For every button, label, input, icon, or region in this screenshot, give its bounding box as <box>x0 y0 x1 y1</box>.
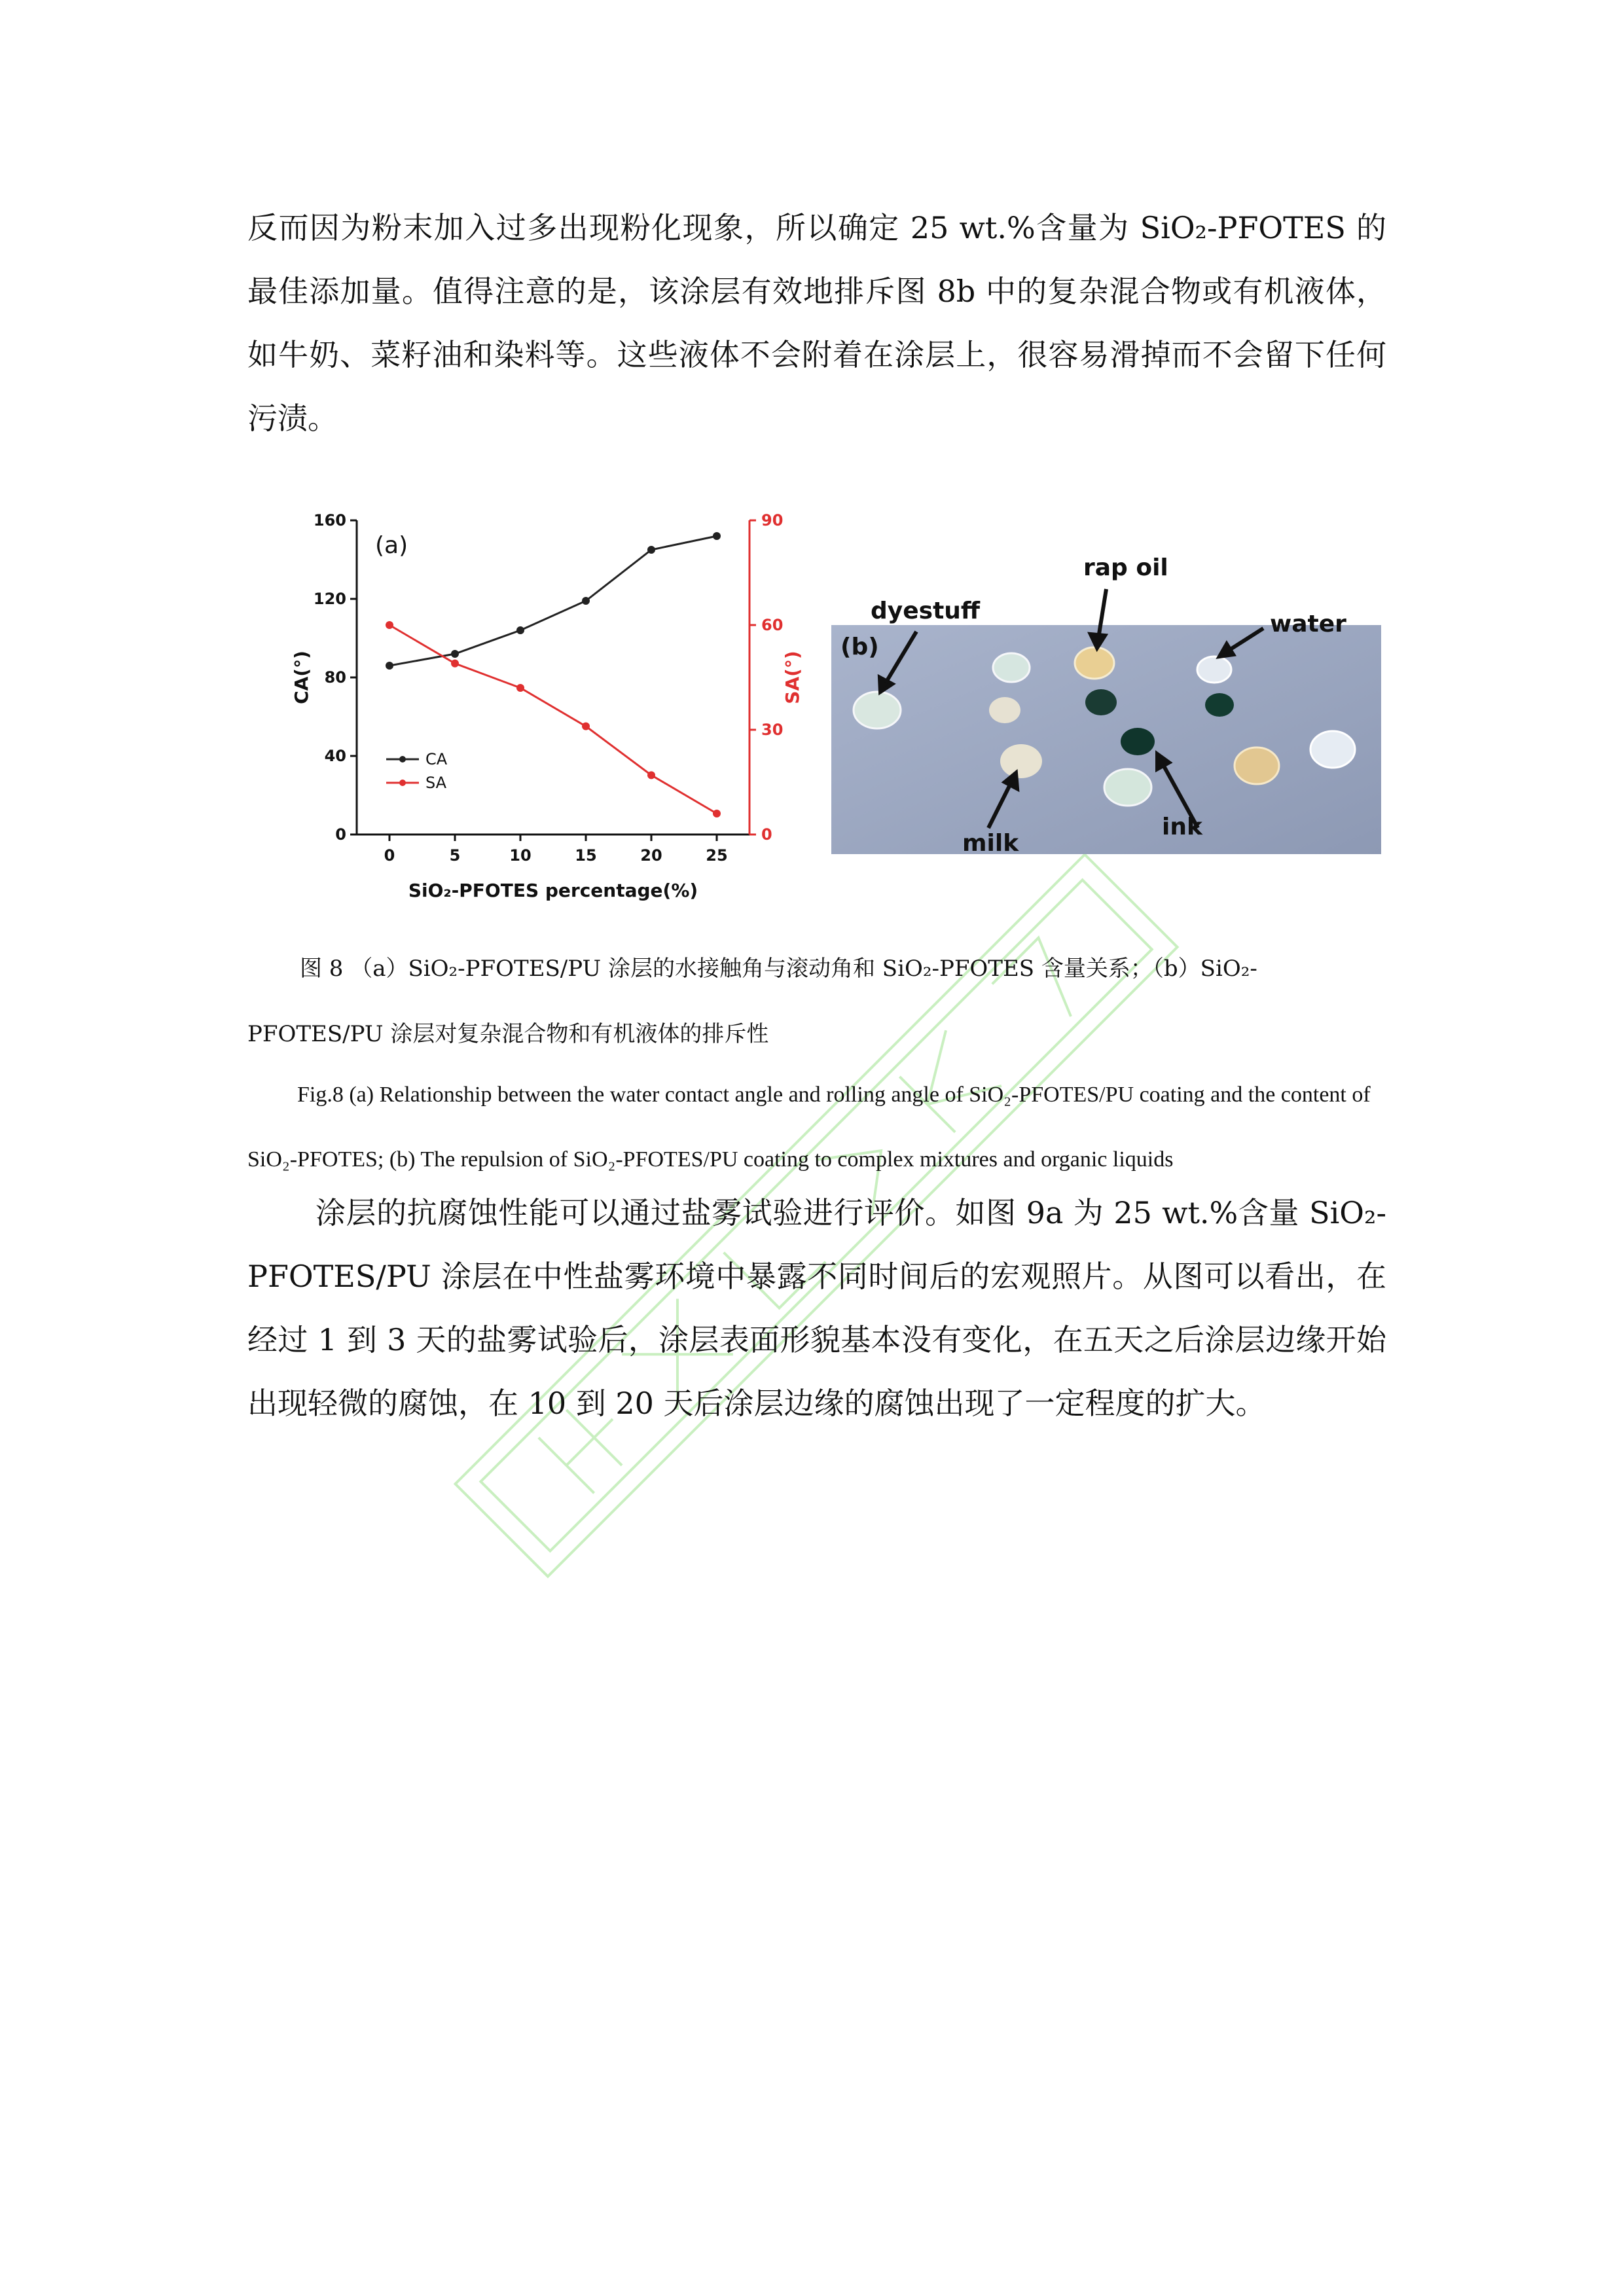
data-point-ca <box>516 626 524 634</box>
legend-label-ca: CA <box>425 750 448 768</box>
label-milk: milk <box>962 830 1019 854</box>
x-tick-label: 20 <box>640 846 662 865</box>
droplet-water <box>1197 656 1231 683</box>
chart-panel-a <box>281 484 818 903</box>
label-ink: ink <box>1162 814 1202 840</box>
data-point-sa <box>582 723 590 730</box>
droplet-clear <box>993 653 1030 682</box>
droplet-oil <box>1075 647 1114 679</box>
x-tick-label: 15 <box>575 846 597 865</box>
data-point-ca <box>647 546 655 554</box>
droplet-milk <box>1000 744 1042 778</box>
y-right-tick-label: 60 <box>761 616 784 634</box>
legend-marker-ca <box>399 756 406 762</box>
data-point-ca <box>386 662 393 670</box>
panel-a-label: (a) <box>375 532 408 559</box>
droplet-ink <box>1205 693 1234 717</box>
y-left-tick-label: 160 <box>313 511 346 529</box>
label-water: water <box>1270 611 1346 637</box>
y-axis-right-title: SA(°) <box>782 651 803 704</box>
y-right-tick-label: 0 <box>761 825 772 844</box>
y-left-tick-label: 0 <box>335 825 346 844</box>
legend-marker-sa <box>399 780 406 786</box>
data-point-sa <box>386 621 393 629</box>
data-point-ca <box>713 532 721 540</box>
label-rap-oil: rap oil <box>1083 554 1168 581</box>
droplet-clear <box>1104 769 1151 806</box>
label-dyestuff: dyestuff <box>871 598 981 624</box>
legend-label-sa: SA <box>425 774 447 792</box>
droplet-ink <box>1085 689 1117 715</box>
panel-b-label: (b) <box>840 634 879 660</box>
y-left-tick-label: 120 <box>313 590 346 608</box>
figure-caption-en: Fig.8 (a) Relationship between the water contact angle and rolling angle of SiO₂-PFOTES/PU coating and the content of SiO₂-PFOTES; (b) The repulsion of SiO₂-PFOTES/PU coating to complex mixtures and organic liquids <box>247 1083 1371 1172</box>
droplet-milk <box>989 697 1020 723</box>
body-paragraph-1: 反而因为粉末加入过多出现粉化现象，所以确定 25 wt.%含量为 SiO₂-PFOTES 的最佳添加量。值得注意的是，该涂层有效地排斥图 8b 中的复杂混合物或有机液体，如牛奶、菜籽油和染料等。这些液体不会附着在涂层上，很容易滑掉而不会留下任何污渍。 <box>247 210 1386 436</box>
figure-caption-cn: 图 8 （a）SiO₂-PFOTES/PU 涂层的水接触角与滚动角和 SiO₂-PFOTES 含量关系；（b）SiO₂-PFOTES/PU 涂层对复杂混合物和有机液体的排斥性 <box>247 956 1257 1047</box>
series-line-ca <box>389 536 717 666</box>
droplet-oil <box>1235 747 1279 784</box>
y-axis-left-title: CA(°) <box>291 651 312 704</box>
photo-panel-b <box>831 553 1381 854</box>
y-left-tick-label: 40 <box>324 747 346 765</box>
y-right-tick-label: 30 <box>761 721 784 739</box>
droplet-ink <box>1121 728 1155 755</box>
x-tick-label: 0 <box>384 846 395 865</box>
y-right-tick-label: 90 <box>761 511 784 529</box>
droplet-clear <box>854 692 901 728</box>
data-point-ca <box>582 597 590 605</box>
body-paragraph-2: 涂层的抗腐蚀性能可以通过盐雾试验进行评价。如图 9a 为 25 wt.%含量 SiO₂-PFOTES/PU 涂层在中性盐雾环境中暴露不同时间后的宏观照片。从图可以看出，在经过 1 到 3 天的盐雾试验后，涂层表面形貌基本没有变化，在五天之后涂层边缘开始出现轻微的腐蚀，在 10 到 20 天后涂层边缘的腐蚀出现了一定程度的扩大。 <box>247 1195 1386 1421</box>
x-axis-title: SiO₂-PFOTES percentage(%) <box>408 880 698 901</box>
droplet-water <box>1310 731 1355 768</box>
data-point-sa <box>647 771 655 779</box>
data-point-sa <box>713 810 721 817</box>
y-left-tick-label: 80 <box>324 668 346 687</box>
x-tick-label: 5 <box>449 846 461 865</box>
x-tick-label: 25 <box>706 846 728 865</box>
data-point-sa <box>451 660 459 668</box>
data-point-sa <box>516 684 524 692</box>
x-tick-label: 10 <box>509 846 532 865</box>
data-point-ca <box>451 650 459 658</box>
